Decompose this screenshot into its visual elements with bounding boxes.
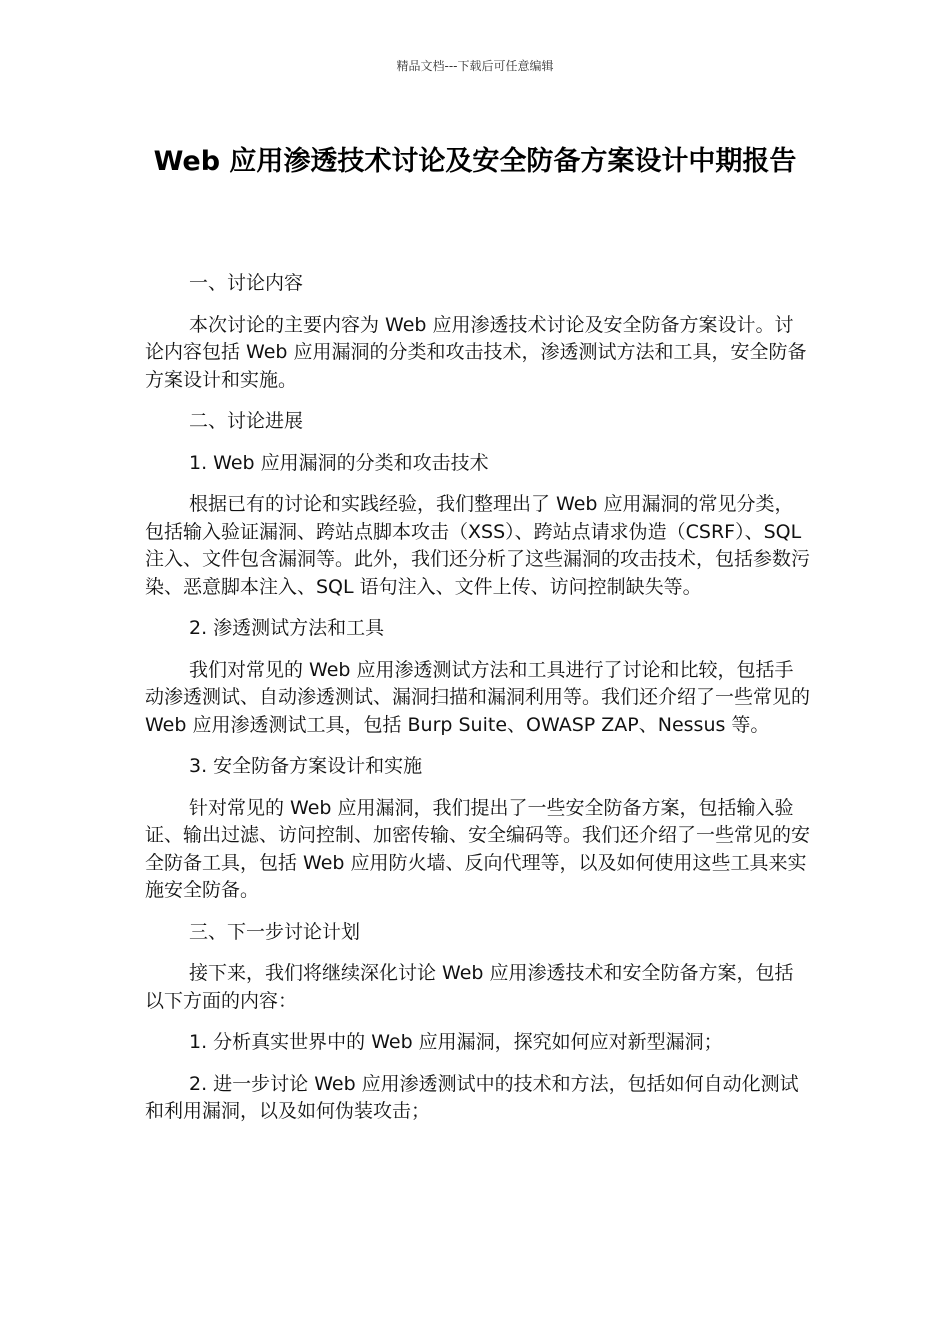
paragraph-pentest-methods: 我们对常见的 Web 应用渗透测试方法和工具进行了讨论和比较，包括手动渗透测试、自动渗透测试、漏洞扫描和漏洞利用等。我们还介绍了一些常见的 Web 应用渗透测试工具，包括 Burp Suite、OWASP ZAP、Nessus 等。 [145,658,811,736]
subheading-vuln-classification: 1. Web 应用漏洞的分类和攻击技术 [189,451,489,474]
section-heading-3: 三、下一步讨论计划 [189,920,361,943]
paragraph-next-plan: 接下来，我们将继续深化讨论 Web 应用渗透技术和安全防备方案，包括以下方面的内容： [145,962,794,1012]
paragraph-defense-design: 针对常见的 Web 应用漏洞，我们提出了一些安全防备方案，包括输入验证、输出过滤、访问控制、加密传输、安全编码等。我们还介绍了一些常见的安全防备工具，包括 Web 应用防火墙、反向代理等，以及如何使用这些工具来实施安全防备。 [145,796,811,901]
document-title: Web 应用渗透技术讨论及安全防备方案设计中期报告 [153,146,797,177]
subheading-pentest-methods: 2. 渗透测试方法和工具 [189,617,385,639]
paragraph-research-content: 本次讨论的主要内容为 Web 应用渗透技术讨论及安全防备方案设计。讨论内容包括 Web 应用漏洞的分类和攻击技术，渗透测试方法和工具，安全防备方案设计和实施。 [145,313,807,391]
section-heading-2: 二、讨论进展 [189,410,304,432]
paragraph-vuln-classification: 根据已有的讨论和实践经验，我们整理出了 Web 应用漏洞的常见分类，包括输入验证漏洞、跨站点脚本攻击（XSS）、跨站点请求伪造（CSRF）、SQL 注入、文件包含漏洞等。此外，我们还分析了这些漏洞的攻击技术，包括参数污染、恶意脚本注入、SQL 语句注入、文件上传、访问控制缺失等。 [145,493,811,598]
subheading-defense-design: 3. 安全防备方案设计和实施 [189,755,423,777]
list-item-1: 1. 分析真实世界中的 Web 应用漏洞，探究如何应对新型漏洞； [189,1031,723,1053]
list-item-2: 2. 进一步讨论 Web 应用渗透测试中的技术和方法，包括如何自动化测试和利用漏洞，以及如何伪装攻击； [145,1072,799,1122]
document-body [145,270,810,1126]
section-heading-1: 一、讨论内容 [189,272,304,294]
page-header: 精品文档---下载后可任意编辑 [396,59,554,73]
